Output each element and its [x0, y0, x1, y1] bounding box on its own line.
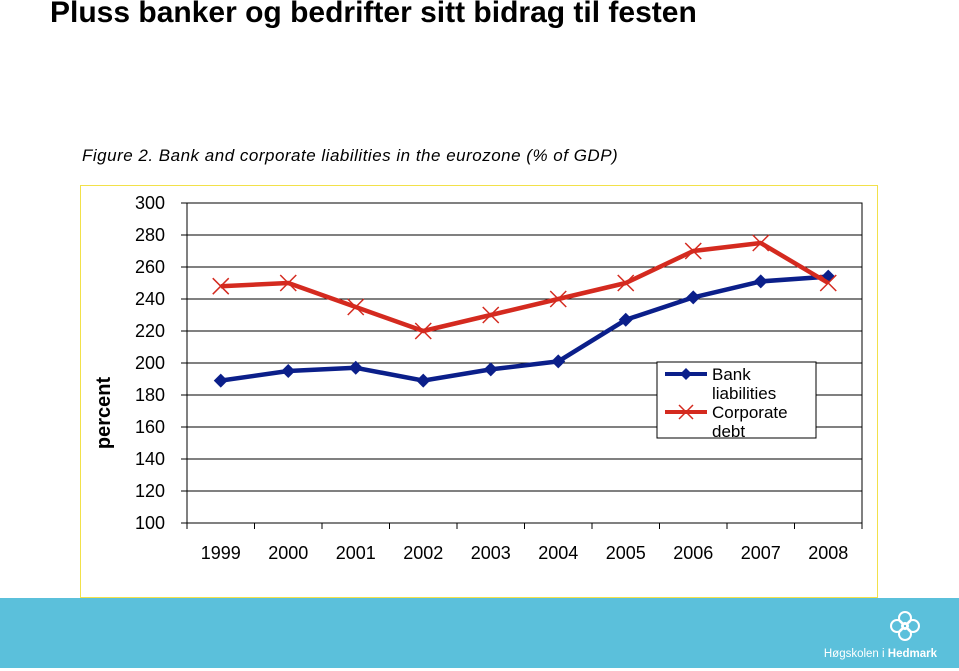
x-tick-label: 2002	[403, 543, 444, 563]
x-tick-label: 2008	[808, 543, 849, 563]
y-tick-label: 300	[134, 193, 165, 213]
y-tick-label: 240	[134, 289, 165, 309]
y-tick-label: 160	[134, 417, 165, 437]
legend-label: Bank liabilities	[712, 365, 777, 403]
y-tick-label: 140	[134, 449, 165, 469]
logo-text-regular: Høgskolen i	[823, 648, 888, 660]
figure-caption: Figure 2. Bank and corporate liabilities in the eurozone (% of GDP)	[82, 146, 619, 165]
y-tick-label: 280	[134, 225, 165, 245]
logo-text-bold: Hedmark	[887, 648, 937, 660]
x-tick-label: 2000	[268, 543, 309, 563]
y-tick-label: 120	[134, 481, 165, 501]
chart-frame	[80, 185, 878, 598]
y-tick-label: 180	[134, 385, 165, 405]
x-tick-label: 2005	[605, 543, 646, 563]
x-tick-label: 2003	[470, 543, 511, 563]
x-tick-label: 2004	[538, 543, 579, 563]
x-tick-label: 1999	[200, 543, 241, 563]
school-logo	[819, 606, 949, 666]
footer-band	[0, 598, 959, 668]
x-tick-label: 2006	[673, 543, 714, 563]
y-axis-label: percent	[93, 376, 115, 450]
y-tick-label: 200	[134, 353, 165, 373]
x-tick-label: 2001	[335, 543, 376, 563]
y-tick-label: 260	[134, 257, 165, 277]
legend-label: Corporate debt	[712, 403, 788, 441]
y-tick-label: 100	[134, 513, 165, 533]
x-tick-label: 2007	[740, 543, 781, 563]
logo-text	[824, 648, 937, 660]
slide-title: Pluss banker og bedrifter sitt bidrag til festen	[50, 0, 697, 29]
line-chart	[81, 186, 877, 597]
y-tick-label: 220	[134, 321, 165, 341]
